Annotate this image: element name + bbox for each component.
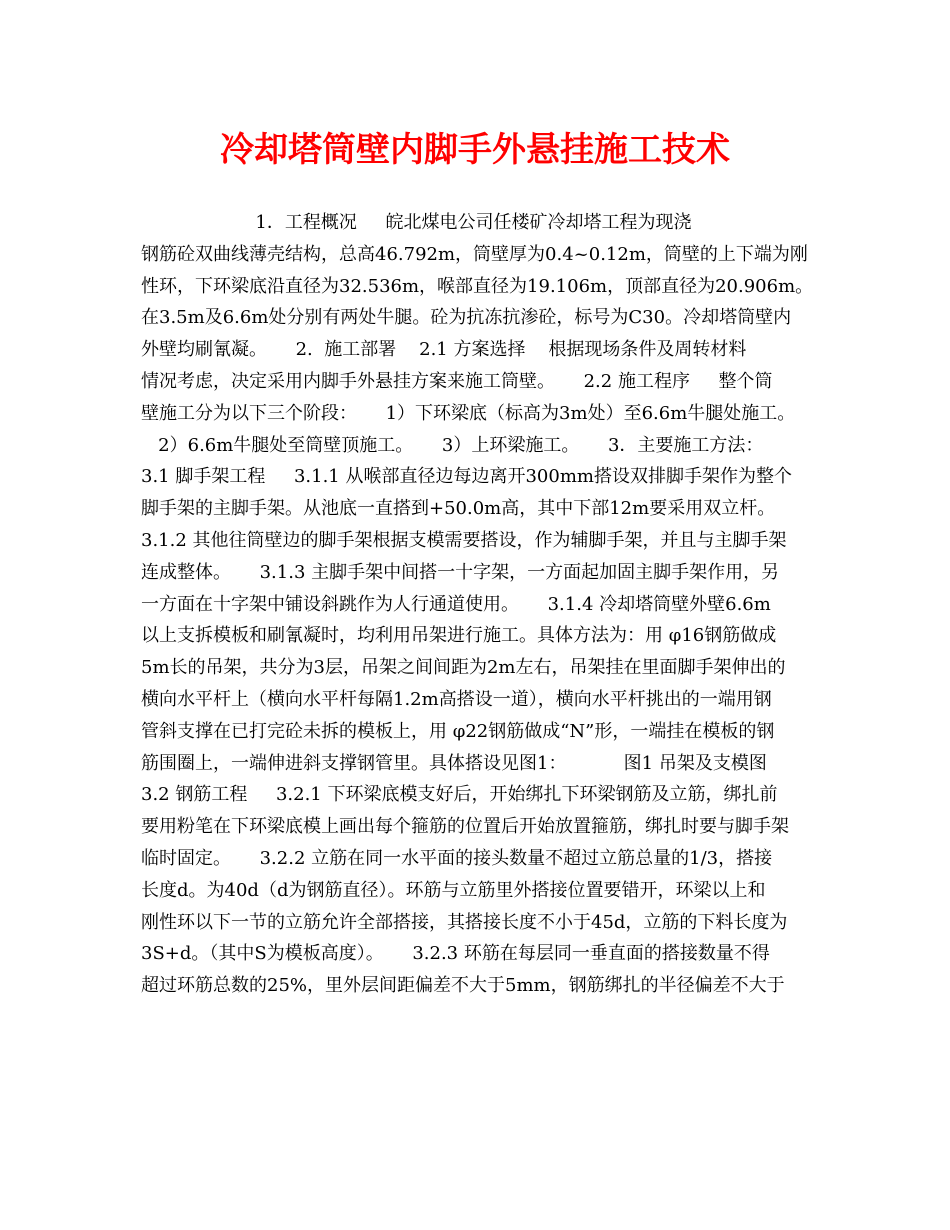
body-line: 长度d。为40d（d为钢筋直径）。环筋与立筋里外搭接位置要错开，环梁以上和	[141, 879, 766, 901]
body-line: 性环，下环梁底沿直径为32.536m，喉部直径为19.106m，顶部直径为20.906m。	[141, 275, 814, 297]
body-line: 1．工程概况 皖北煤电公司任楼矿冷却塔工程为现浇	[141, 212, 692, 233]
body-line: 5m长的吊架，共分为3层，吊架之间间距为2m左右，吊架挂在里面脚手架伸出的	[141, 657, 786, 679]
body-line: 刚性环以下一节的立筋允许全部搭接，其搭接长度不小于45d，立筋的下料长度为	[141, 911, 788, 933]
body-line: 钢筋砼双曲线薄壳结构，总高46.792m，筒壁厚为0.4~0.12m，筒壁的上下端为刚	[141, 243, 808, 265]
document-body	[141, 207, 813, 1002]
body-line: 情况考虑，决定采用内脚手外悬挂方案来施工筒壁。 2.2 施工程序 整个筒	[141, 370, 773, 392]
body-line: 超过环筋总数的25%，里外层间距偏差不大于5mm，钢筋绑扎的半径偏差不大于	[141, 975, 785, 997]
body-line: 3.2 钢筋工程 3.2.1 下环梁底模支好后，开始绑扎下环梁钢筋及立筋，绑扎前	[141, 784, 778, 806]
body-line: 脚手架的主脚手架。从池底一直搭到+50.0m高，其中下部12m要采用双立杆。	[141, 498, 776, 520]
body-line: 壁施工分为以下三个阶段： 1）下环梁底（标高为3m处）至6.6m牛腿处施工。	[141, 402, 796, 424]
body-line: 要用粉笔在下环梁底模上画出每个箍筋的位置后开始放置箍筋，绑扎时要与脚手架	[141, 816, 789, 838]
body-line: 外壁均刷氰凝。 2. 施工部署 2.1 方案选择 根据现场条件及周转材料	[141, 339, 747, 361]
body-line: 以上支拆模板和刷氰凝时，均利用吊架进行施工。具体方法为：用 φ16钢筋做成	[141, 625, 777, 647]
body-line: 在3.5m及6.6m处分别有两处牛腿。砼为抗冻抗渗砼，标号为C30。冷却塔筒壁内	[141, 307, 792, 329]
body-line: 3.1 脚手架工程 3.1.1 从喉部直径边每边离开300mm搭设双排脚手架作为整个	[141, 466, 792, 488]
body-line: 连成整体。 3.1.3 主脚手架中间搭一十字架，一方面起加固主脚手架作用，另	[141, 561, 780, 583]
body-line: 临时固定。 3.2.2 立筋在同一水平面的接头数量不超过立筋总量的1/3，搭接	[141, 847, 773, 869]
body-line: 筋围圈上，一端伸进斜支撑钢管里。具体搭设见图1： 图1 吊架及支模图	[141, 752, 767, 774]
body-line: 管斜支撑在已打完砼未拆的模板上，用 φ22钢筋做成“N”形，一端挂在模板的钢	[141, 720, 775, 742]
body-line: 横向水平杆上（横向水平杆每隔1.2m高搭设一道），横向水平杆挑出的一端用钢	[141, 688, 772, 710]
body-line: 2）6.6m牛腿处至筒壁顶施工。 3）上环梁施工。 3．主要施工方法：	[141, 434, 764, 456]
body-line: 3S+d。（其中S为模板高度）。 3.2.3 环筋在每层同一垂直面的搭接数量不得	[141, 943, 770, 965]
body-line: 3.1.2 其他往筒壁边的脚手架根据支模需要搭设，作为辅脚手架，并且与主脚手架	[141, 529, 787, 551]
body-line: 一方面在十字架中铺设斜跳作为人行通道使用。 3.1.4 冷却塔筒壁外壁6.6m	[141, 593, 771, 615]
document-title: 冷却塔筒壁内脚手外悬挂施工技术	[220, 130, 730, 170]
